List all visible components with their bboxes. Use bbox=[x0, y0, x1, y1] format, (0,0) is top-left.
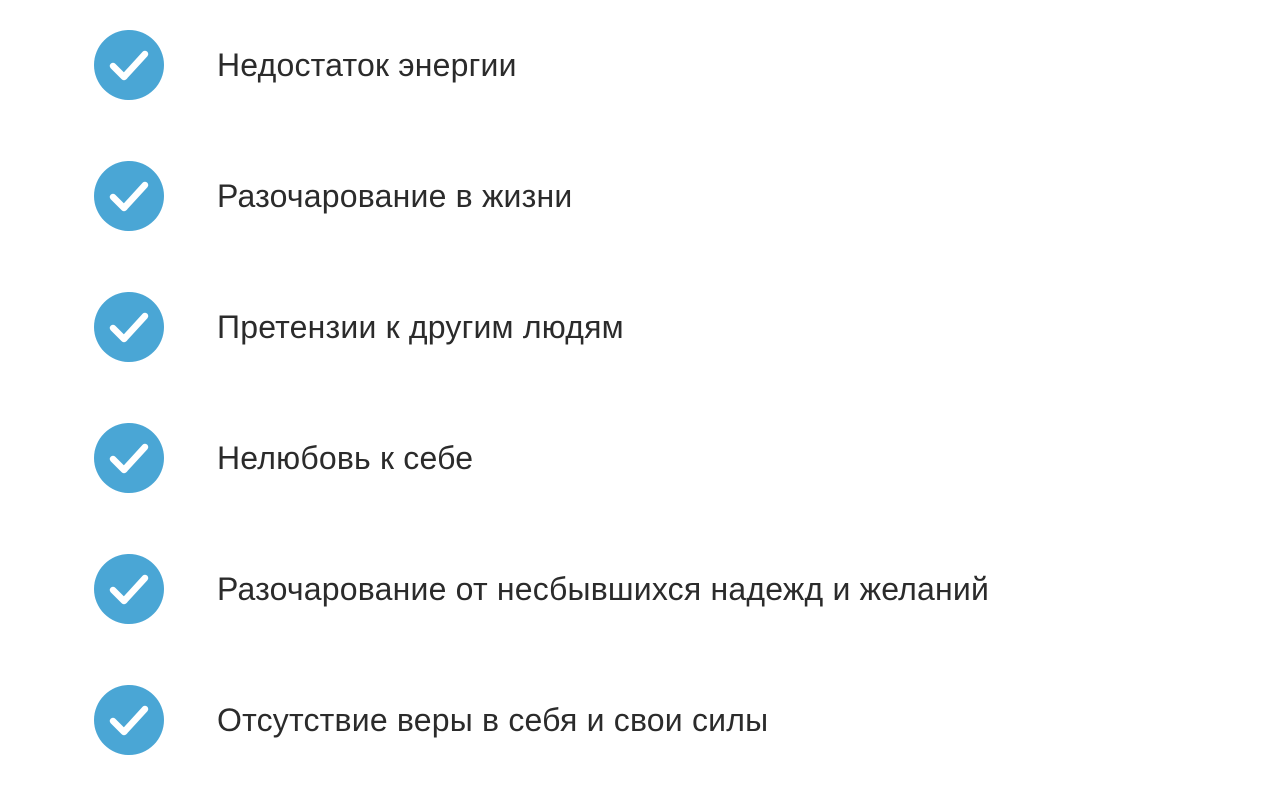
check-circle-icon bbox=[94, 292, 164, 362]
list-item bbox=[94, 685, 1264, 755]
list-item-label: Разочарование в жизни bbox=[217, 177, 573, 214]
list-item-label: Нелюбовь к себе bbox=[217, 439, 474, 476]
list-item bbox=[94, 292, 1264, 362]
list-item-label: Разочарование от несбывшихся надежд и желаний bbox=[217, 570, 990, 607]
list-item bbox=[94, 554, 1264, 624]
check-circle-icon bbox=[94, 30, 164, 100]
check-circle-icon bbox=[94, 423, 164, 493]
check-circle-icon bbox=[94, 554, 164, 624]
checkmark-icon bbox=[113, 578, 145, 601]
list-item bbox=[94, 161, 1264, 231]
check-circle-icon bbox=[94, 161, 164, 231]
list-item bbox=[94, 423, 1264, 493]
list-item bbox=[94, 30, 1264, 100]
checkmark-icon bbox=[113, 447, 145, 470]
checkmark-icon bbox=[113, 185, 145, 208]
checkmark-icon bbox=[113, 316, 145, 339]
check-circle-icon bbox=[94, 685, 164, 755]
list-item-label: Претензии к другим людям bbox=[217, 308, 624, 345]
list-item-label: Отсутствие веры в себя и свои силы bbox=[217, 701, 769, 738]
checkmark-icon bbox=[113, 54, 145, 77]
list-item-label: Недостаток энергии bbox=[217, 46, 517, 83]
checkmark-icon bbox=[113, 709, 145, 732]
